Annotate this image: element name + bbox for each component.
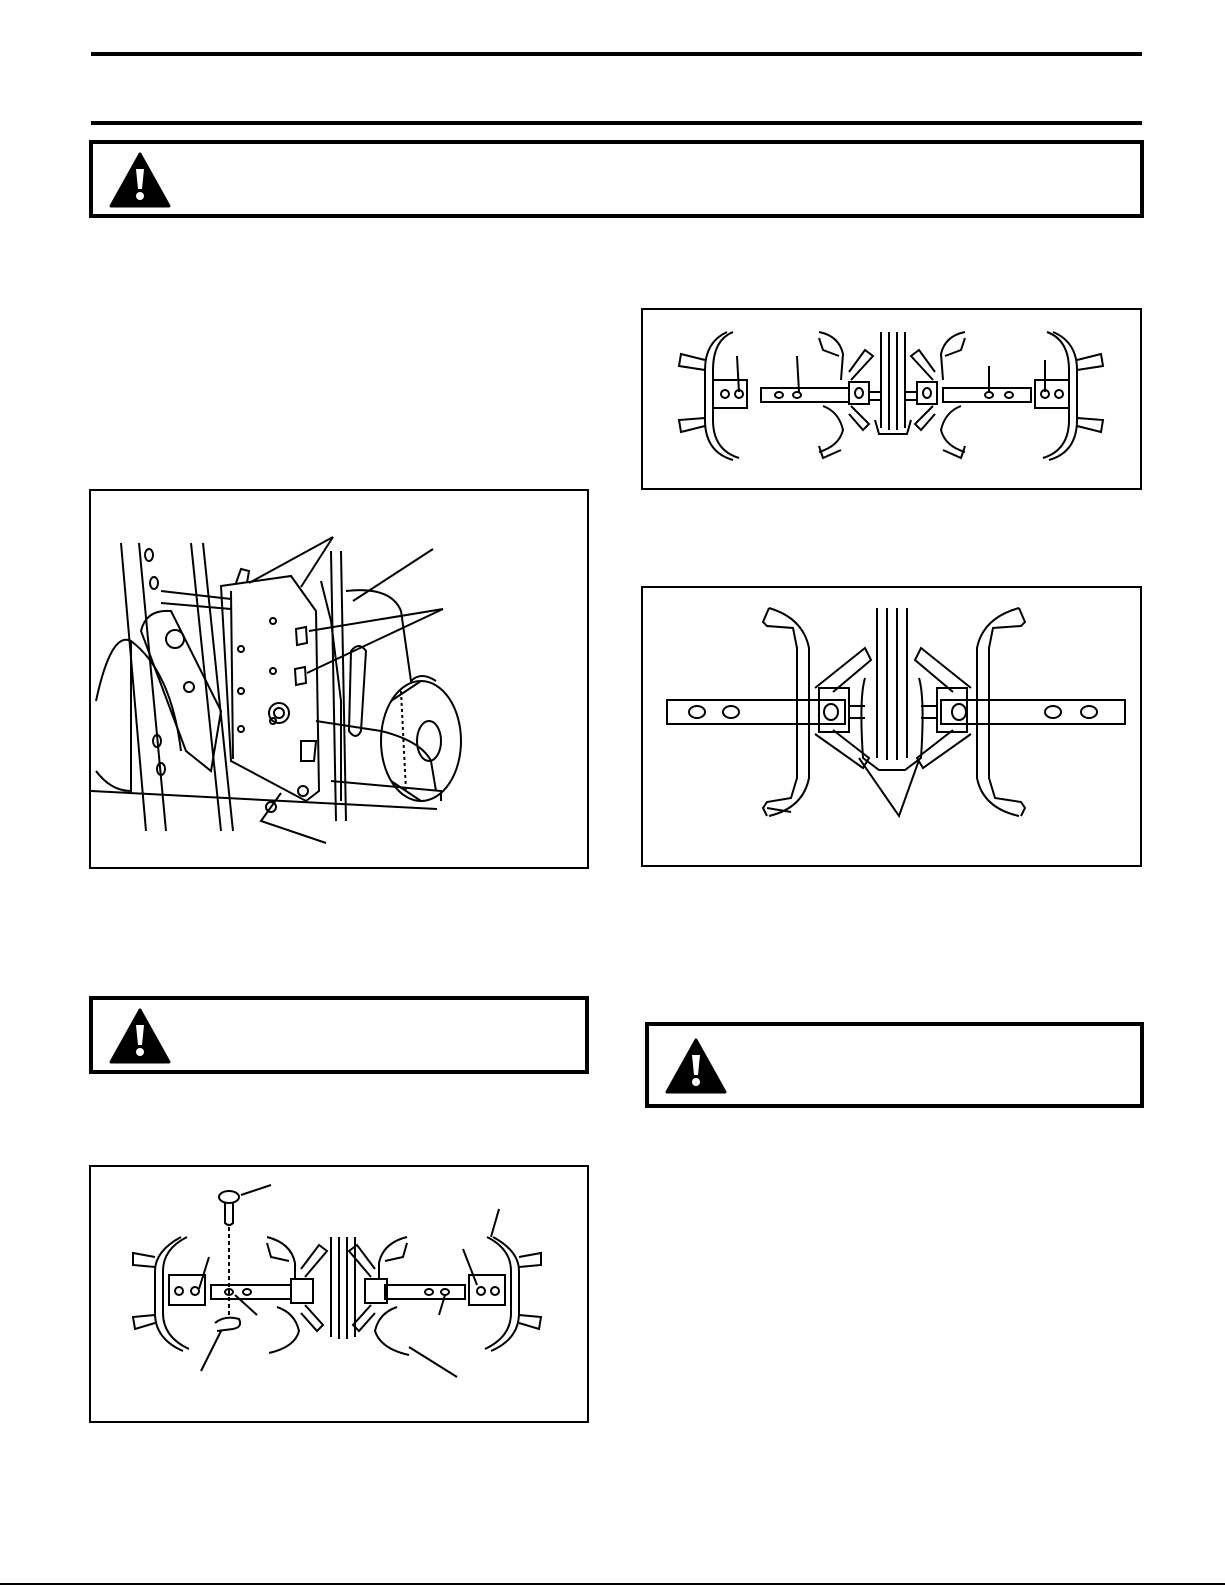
warning-box-right <box>645 1022 1144 1108</box>
figure-depth-stake-assembly <box>89 489 589 869</box>
warning-triangle-icon <box>109 1008 171 1064</box>
warning-box-top <box>89 140 1144 218</box>
figure-tine-assembly-wide <box>641 308 1142 490</box>
tine-narrow-drawing <box>643 588 1140 865</box>
warning-box-left <box>89 996 589 1074</box>
tine-exploded-drawing <box>91 1167 587 1421</box>
header-rule-top <box>91 52 1142 56</box>
figure-tine-assembly-narrow <box>641 586 1142 867</box>
warning-triangle-icon <box>109 152 171 208</box>
header-rule-bottom <box>91 121 1142 125</box>
tine-wide-drawing <box>643 310 1140 488</box>
figure-tine-assembly-exploded <box>89 1165 589 1423</box>
warning-triangle-icon <box>665 1038 727 1094</box>
depth-stake-drawing <box>91 491 587 867</box>
